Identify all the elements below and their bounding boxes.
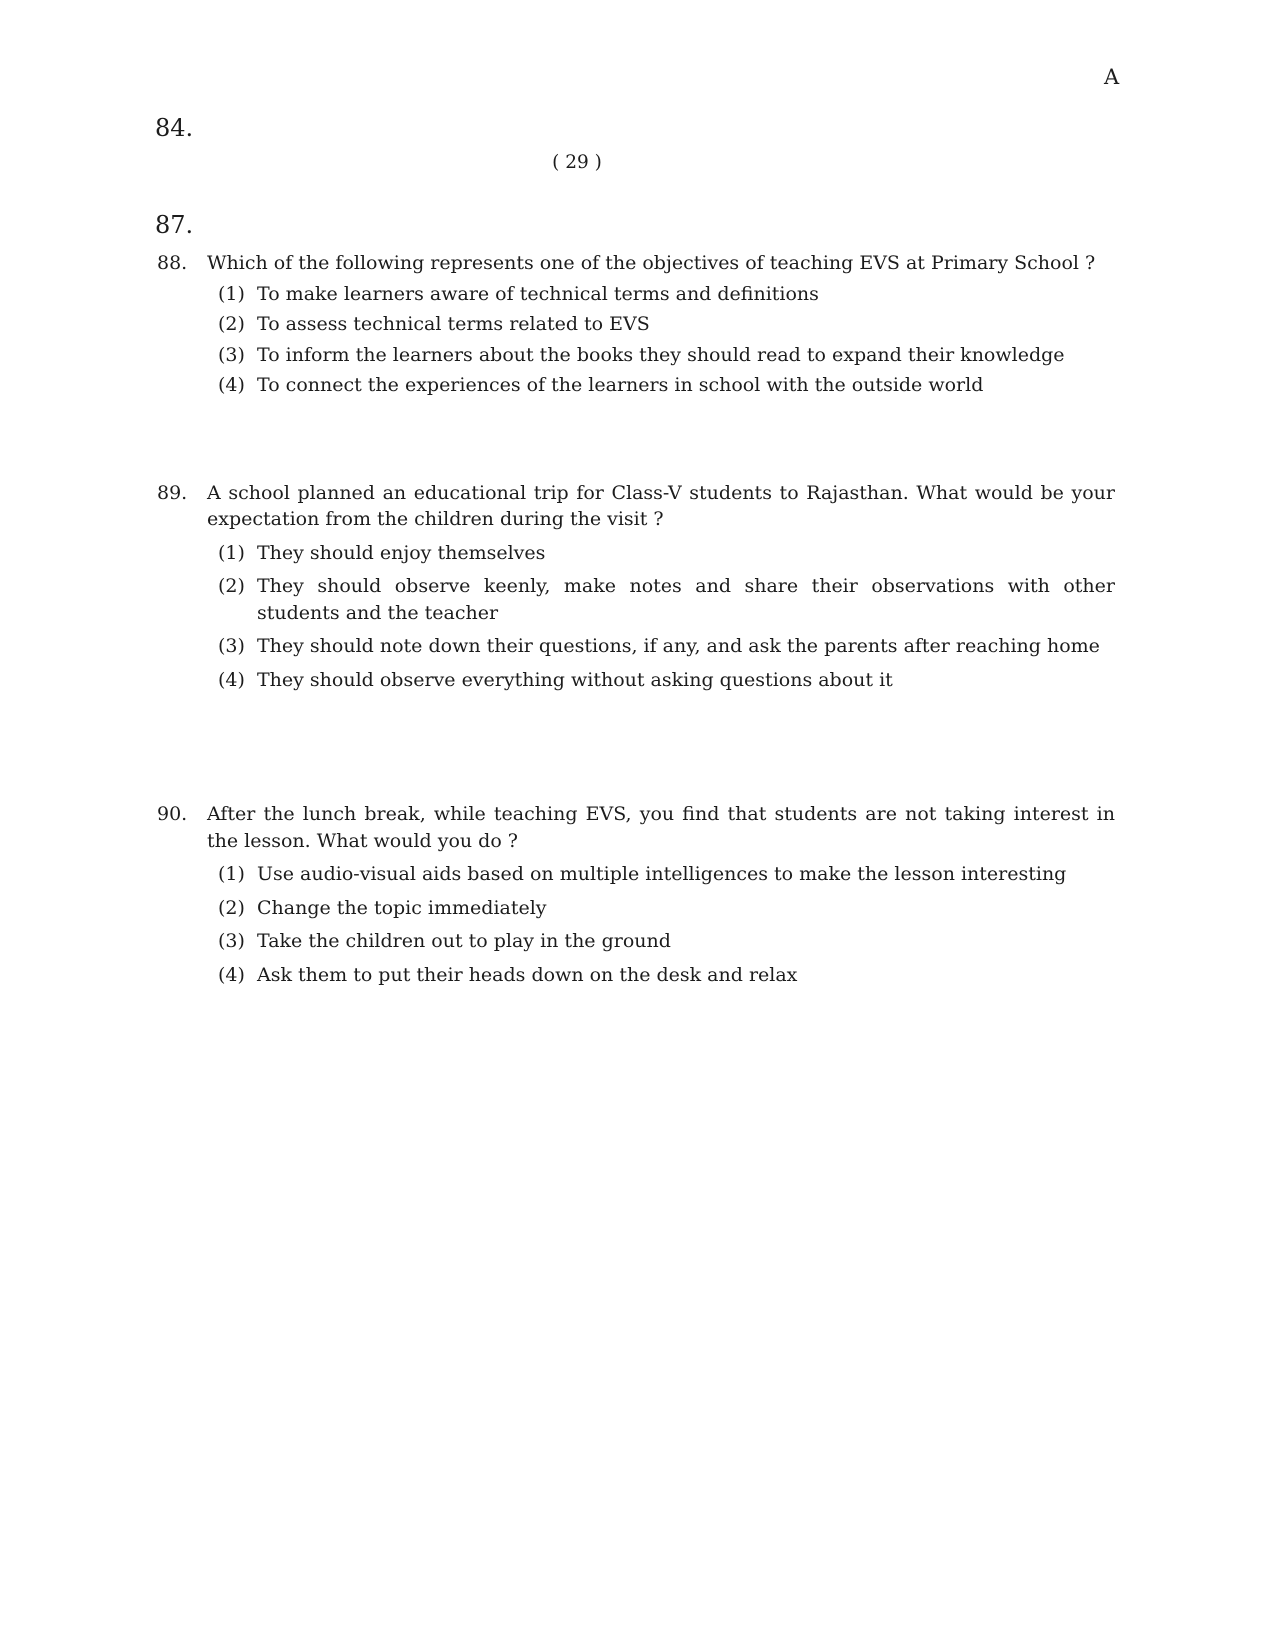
options-list <box>0 281 1275 399</box>
option <box>0 962 1275 989</box>
option-label: (2) <box>218 313 245 335</box>
option-label: (3) <box>218 343 245 366</box>
question <box>0 480 1275 694</box>
option-text: To make learners aware of technical terms and definitions <box>257 282 819 305</box>
option <box>0 895 1275 922</box>
option-text: They should note down their questions, if any, and ask the parents after reaching home <box>257 635 1100 657</box>
option-text: Take the children out to play in the ground <box>257 930 671 952</box>
option <box>0 342 1275 369</box>
option-text: To connect the experiences of the learners in school with the outside world <box>257 374 984 396</box>
option-label: (4) <box>218 668 245 691</box>
option-label: (2) <box>218 575 245 597</box>
question-number: 88. <box>157 252 188 274</box>
option <box>0 311 1275 338</box>
option <box>0 928 1275 955</box>
question-stem <box>0 801 1275 854</box>
option-text: They should observe everything without asking questions about it <box>257 668 893 691</box>
question-stem <box>0 480 1275 533</box>
option <box>0 372 1275 399</box>
option <box>0 667 1275 694</box>
option-label: (3) <box>218 930 245 952</box>
option-text: Ask them to put their heads down on the desk and relax <box>257 963 798 986</box>
option <box>0 573 1275 626</box>
option-label: (1) <box>218 282 245 305</box>
option-label: (3) <box>218 635 245 657</box>
question-text: Which of the following represents one of the objectives of teaching EVS at Primary School ? <box>207 252 1096 274</box>
option <box>0 633 1275 660</box>
option-text: Use audio-visual aids based on multiple intelligences to make the lesson interesting <box>257 863 1067 885</box>
questions-list <box>0 250 1275 988</box>
question <box>0 250 1275 399</box>
option-label: (1) <box>218 541 245 564</box>
option-text: To inform the learners about the books they should read to expand their knowledge <box>257 343 1065 366</box>
option-text: They should enjoy themselves <box>257 541 546 564</box>
question-text: After the lunch break, while teaching EVS, you find that students are not taking interest in the lesson. What would you do ? <box>207 803 1115 852</box>
option-label: (4) <box>218 374 245 396</box>
option <box>0 861 1275 888</box>
test-booklet-set-letter: A <box>1104 65 1120 89</box>
option-text: They should observe keenly, make notes and share their observations with other students and the teacher <box>257 575 1115 624</box>
stray-question-number-87: 87. <box>155 211 194 239</box>
options-list <box>0 540 1275 694</box>
option-label: (2) <box>218 896 245 919</box>
question-number: 90. <box>157 803 188 825</box>
option <box>0 540 1275 567</box>
option-text: Change the topic immediately <box>257 896 547 919</box>
question-stem <box>0 250 1275 277</box>
options-list <box>0 861 1275 988</box>
question-text: A school planned an educational trip for Class-V students to Rajasthan. What would be your expectation from the children during the visit ? <box>207 481 1115 530</box>
option-label: (1) <box>218 863 245 885</box>
page-number: ( 29 ) <box>552 152 602 173</box>
option-text: To assess technical terms related to EVS <box>257 313 650 335</box>
option <box>0 281 1275 308</box>
question <box>0 801 1275 988</box>
option-label: (4) <box>218 963 245 986</box>
stray-question-number-84: 84. <box>155 114 194 142</box>
question-number: 89. <box>157 481 188 504</box>
